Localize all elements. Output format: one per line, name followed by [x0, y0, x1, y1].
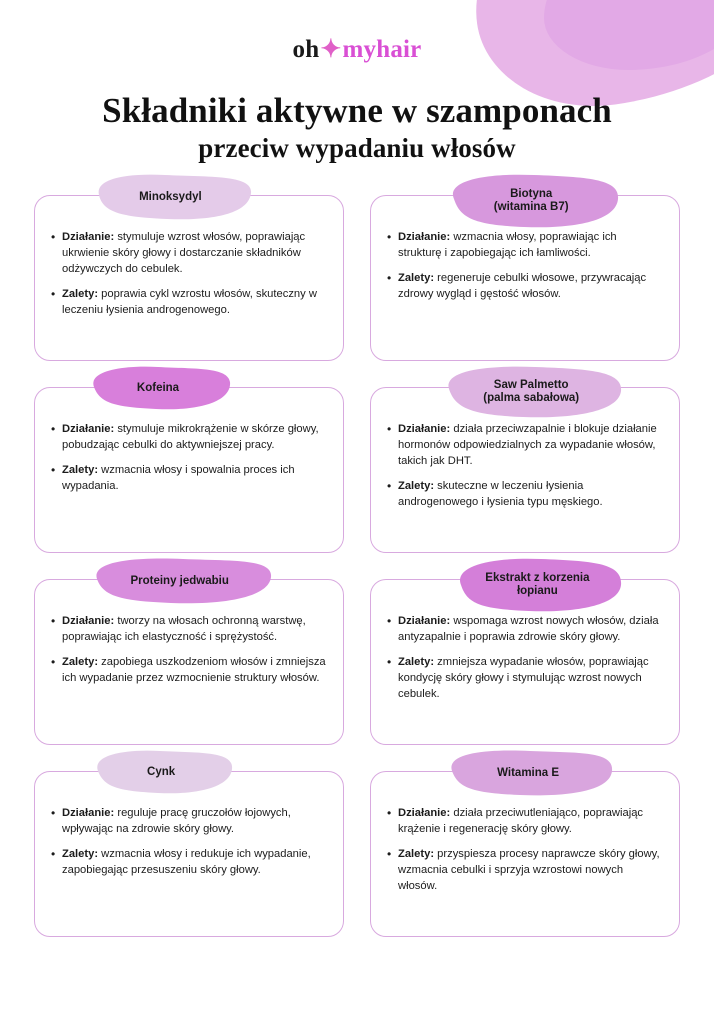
ingredient-name-line2: (witamina B7) [493, 201, 569, 214]
list-item [387, 230, 663, 262]
ingredient-body [34, 771, 344, 937]
list-item [387, 271, 663, 303]
page-title [0, 90, 714, 165]
item-label: Zalety: [62, 287, 99, 300]
item-text: wzmacnia włosy i redukuje ich wypadanie, zapobiegając przesuszeniu skóry głowy. [62, 847, 311, 876]
item-text: zmniejsza wypadanie włosów, poprawiając kondycję skóry głowy i stymulując wzrost nowych cebulek. [398, 655, 649, 700]
ingredient-title-badge [447, 557, 627, 613]
ingredient-name: Kofeina [136, 381, 180, 394]
brand-logo [0, 0, 714, 64]
ingredient-grid [34, 187, 680, 937]
item-label: Działanie: [398, 231, 451, 244]
ingredient-title-badge [438, 173, 624, 229]
list-item [387, 806, 663, 838]
list-item [51, 463, 327, 495]
item-text: zapobiega uszkodzeniom włosów i zmniejsza ich wypadanie przez wzmocnienie struktury włosów. [62, 655, 326, 684]
list-item [51, 287, 327, 319]
item-label: Zalety: [62, 847, 99, 860]
list-item [51, 806, 327, 838]
list-item [51, 847, 327, 879]
item-text: przyspiesza procesy naprawcze skóry głowy, wzmacnia cebulki i sprzyja wzrostowi nowych włosów. [398, 847, 660, 892]
item-text: wzmacnia włosy, poprawiając ich strukturę i zapobiegając ich łamliwości. [398, 231, 617, 260]
item-label: Działanie: [62, 423, 115, 436]
ingredient-body [34, 387, 344, 553]
item-label: Działanie: [62, 231, 115, 244]
ingredient-name-line1: Saw Palmetto [493, 378, 569, 391]
ingredient-title-badge [440, 749, 616, 797]
item-text: stymuluje wzrost włosów, poprawiając ukrwienie skóry głowy i dostarczanie składników odżywczych do cebulek. [62, 231, 306, 275]
item-text: działa przeciwutleniająco, poprawiając krążenie i regenerację skóry głowy. [398, 807, 644, 836]
item-text: tworzy na włosach ochronną warstwę, poprawiając ich elastyczność i sprężystość. [62, 615, 306, 644]
ingredient-title-badge [85, 557, 275, 605]
ingredient-name: Minoksydyl [139, 190, 202, 203]
ingredient-card-proteiny-jedwabiu [34, 574, 344, 745]
ingredient-name: Witamina E [497, 766, 560, 779]
item-label: Działanie: [398, 807, 451, 820]
ingredient-name [483, 379, 579, 405]
item-text: regeneruje cebulki włosowe, przywracając zdrowy wygląd i gęstość włosów. [398, 271, 647, 300]
ingredient-card-biotyna [370, 187, 680, 361]
item-text: wzmacnia włosy i spowalnia proces ich wypadania. [62, 463, 295, 492]
page-title-line1: Składniki aktywne w szamponach [102, 91, 612, 130]
ingredient-title-badge [82, 365, 234, 411]
ingredient-name-line1: Biotyna [510, 187, 553, 200]
ingredient-name [494, 188, 569, 214]
list-item [387, 422, 663, 470]
brand-part-myhair: myhair [342, 36, 422, 63]
ingredient-title-badge [435, 365, 627, 419]
list-item [387, 614, 663, 646]
item-label: Zalety: [398, 271, 435, 284]
ingredient-name-line1: Ekstrakt z korzenia [485, 571, 590, 584]
ingredient-name: Cynk [147, 765, 176, 778]
list-item [387, 847, 663, 895]
ingredient-card-cynk [34, 765, 344, 937]
item-label: Działanie: [398, 423, 451, 436]
page-title-line2: przeciw wypadaniu włosów [198, 133, 516, 164]
list-item [51, 655, 327, 687]
item-text: reguluje pracę gruczołów łojowych, wpływając na zdrowie skóry głowy. [62, 807, 291, 836]
item-label: Zalety: [398, 479, 435, 492]
item-text: poprawia cykl wzrostu włosów, skuteczny w leczeniu łysienia androgenowego. [62, 287, 317, 316]
ingredient-title-badge [85, 173, 255, 221]
item-label: Zalety: [398, 847, 435, 860]
ingredient-name-line2: łopianu [516, 585, 558, 598]
list-item [51, 614, 327, 646]
item-label: Działanie: [62, 615, 115, 628]
ingredient-name: Proteiny jedwabiu [130, 574, 229, 587]
list-item [387, 655, 663, 703]
ingredient-card-ekstrakt-lopianu [370, 571, 680, 745]
item-label: Zalety: [62, 655, 99, 668]
list-item [387, 479, 663, 511]
ingredient-name [485, 572, 589, 598]
item-label: Zalety: [62, 463, 99, 476]
item-text: działa przeciwzapalnie i blokuje działanie hormonów odpowiedzialnych za wypadanie włosów, takich jak DHT. [398, 423, 657, 467]
item-text: skuteczne w leczeniu łysienia androgenowego i łysienia typu męskiego. [398, 479, 603, 508]
item-label: Zalety: [398, 655, 435, 668]
ingredient-name-line2: (palma sabałowa) [483, 392, 580, 405]
ingredient-title-badge [86, 749, 236, 795]
ingredient-card-witamina-e [370, 766, 680, 937]
sparkle-icon: ✦ [320, 36, 342, 63]
item-label: Działanie: [62, 807, 115, 820]
list-item [51, 230, 327, 278]
list-item [51, 422, 327, 454]
ingredient-card-minoksydyl [34, 190, 344, 361]
ingredient-card-saw-palmetto [370, 378, 680, 553]
ingredient-card-kofeina [34, 381, 344, 553]
item-text: stymuluje mikrokrążenie w skórze głowy, pobudzając cebulki do aktywniejszej pracy. [62, 423, 319, 452]
item-label: Działanie: [398, 615, 451, 628]
brand-part-oh: oh [292, 36, 320, 63]
item-text: wspomaga wzrost nowych włosów, działa antyzapalnie i poprawia zdrowie skóry głowy. [398, 615, 659, 644]
